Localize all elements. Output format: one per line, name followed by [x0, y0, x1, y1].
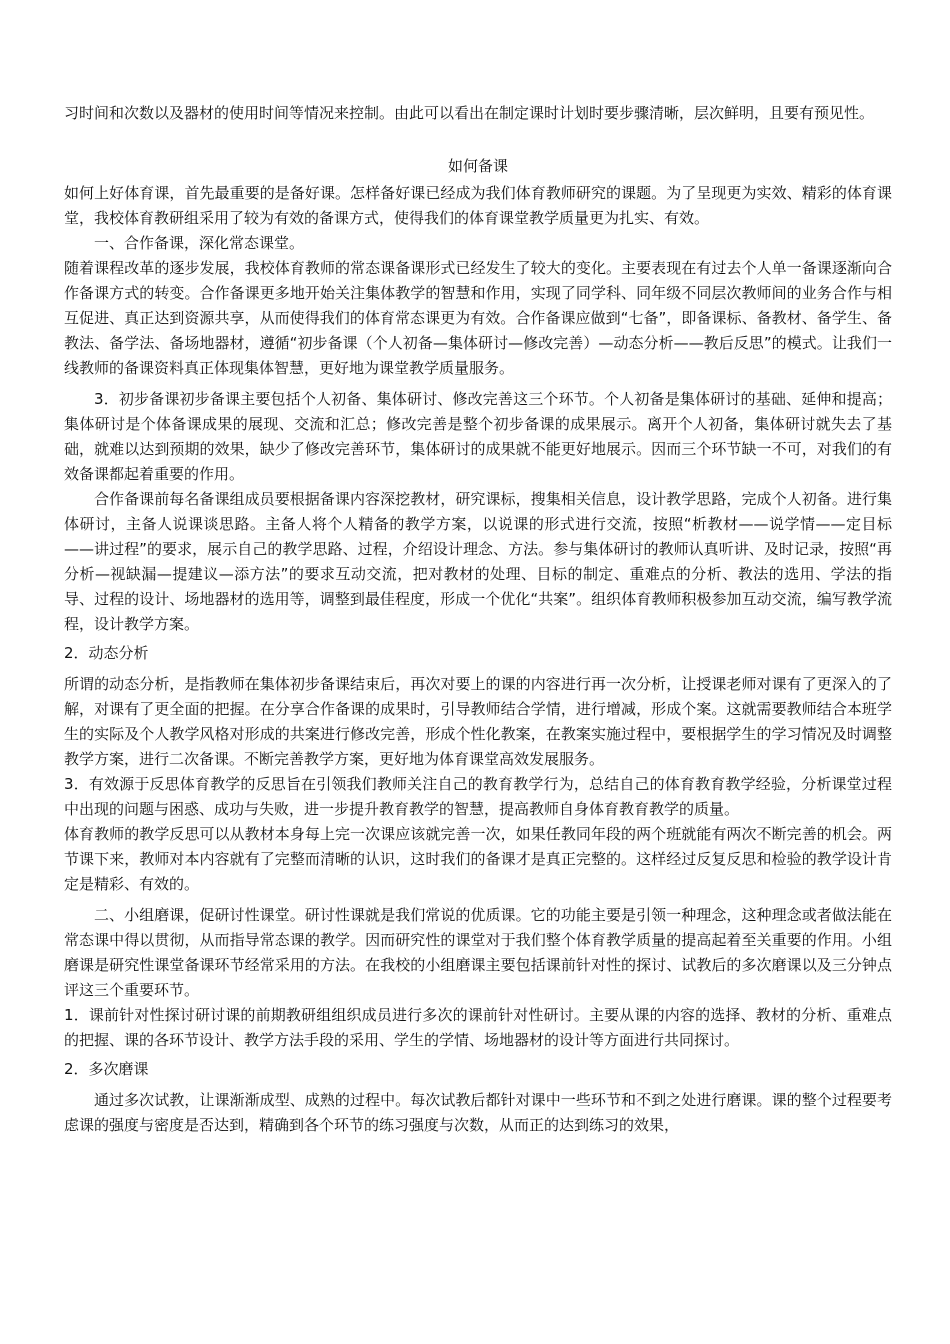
paragraph-group-polishing: 二、小组磨课，促研讨性课堂。研讨性课就是我们常说的优质课。它的功能主要是引领一种理念，这种理念或者做法能在常态课中得以贯彻，从而指导常态课的教学。因而研究性的课堂对于我们整个体育教学质量的提高起着至关重要的作用。小组磨课是研究性课堂备课环节经常采用的方法。在我校的小组磨课主要包括课前针对性的探讨、试教后的多次磨课以及三分钟点评这三个重要环节。: [64, 906, 892, 999]
section-title: 如何备课: [447, 157, 508, 175]
document-page: [64, 101, 892, 1138]
heading-dynamic-analysis: 2．动态分析: [64, 644, 149, 662]
paragraph-reflection: 3．有效源于反思体育教学的反思旨在引领我们教师关注自己的教育教学行为，总结自己的体育教育教学经验，分析课堂过程中出现的问题与困惑、成功与失败，进一步提升教育教学的智慧，提高教师自身体育教育教学的质量。: [64, 775, 892, 818]
heading-multiple-polishing: 2．多次磨课: [64, 1060, 149, 1078]
paragraph-trial-teaching: 通过多次试教，让课渐渐成型、成熟的过程中。每次试教后都针对课中一些环节和不到之处进行磨课。课的整个过程要考虑课的强度与密度是否达到，精确到各个环节的练习强度与次数，从而正的达到练习的效果，: [64, 1091, 892, 1134]
heading-cooperative-prep: 一、合作备课，深化常态课堂。: [94, 234, 305, 252]
paragraph-dynamic-analysis: 所谓的动态分析，是指教师在集体初步备课结束后，再次对要上的课的内容进行再一次分析，让授课老师对课有了更深入的了解，对课有了更全面的把握。在分享合作备课的成果时，引导教师结合学情，进行增减，形成个案。这就需要教师结合本班学生的实际及个人教学风格对形成的共案进行修改完善，形成个性化教案，在教案实施过程中，要根据学生的学习情况及时调整教学方案，进行二次备课。不断完善教学方案，更好地为体育课堂高效发展服务。: [64, 675, 892, 768]
paragraph-initial-prep: 3．初步备课初步备课主要包括个人初备、集体研讨、修改完善这三个环节。个人初备是集体研讨的基础、延伸和提高；集体研讨是个体备课成果的展现、交流和汇总；修改完善是整个初步备课的成果展示。离开个人初备，集体研讨就失去了基础，就难以达到预期的效果，缺少了修改完善环节，集体研讨的成果就不能更好地展示。因而三个环节缺一不可，对我们的有效备课都起着重要的作用。: [64, 390, 892, 483]
intro-paragraph: 习时间和次数以及器材的使用时间等情况来控制。由此可以看出在制定课时计划时要步骤清晰，层次鲜明，且要有预见性。: [64, 104, 875, 122]
paragraph-curriculum-reform: 随着课程改革的逐步发展，我校体育教师的常态课备课形式已经发生了较大的变化。主要表现在有过去个人单一备课逐渐向合作备课方式的转变。合作备课更多地开始关注集体教学的智慧和作用，实现了同学科、同年级不同层次教师间的业务合作与相互促进、真正达到资源共享，从而使得我们的体育常态课更为有效。合作备课应做到“七备”，即备课标、备教材、备学生、备教法、备学法、备场地器材，遵循“初步备课（个人初备—集体研讨—修改完善）—动态分析——教后反思”的模式。让我们一线教师的备课资料真正体现集体智慧，更好地为课堂教学质量服务。: [64, 259, 892, 377]
paragraph-teaching-reflection: 体育教师的教学反思可以从教材本身每上完一次课应该就完善一次，如果任教同年段的两个班就能有两次不断完善的机会。两节课下来，教师对本内容就有了完整而清晰的认识，这时我们的备课才是真正完整的。这样经过反复反思和检验的教学设计肯定是精彩、有效的。: [64, 825, 892, 893]
paragraph-cooperative-process: 合作备课前每名备课组成员要根据备课内容深挖教材，研究课标，搜集相关信息，设计教学思路，完成个人初备。进行集体研讨，主备人说课谈思路。主备人将个人精备的教学方案，以说课的形式进行交流，按照“析教材——说学情——定目标——讲过程”的要求，展示自己的教学思路、过程，介绍设计理念、方法。参与集体研讨的教师认真听讲、及时记录，按照“再分析—视缺漏—提建议—添方法”的要求互动交流，把对教材的处理、目标的制定、重难点的分析、教法的选用、学法的指导、过程的设计、场地器材的选用等，调整到最佳程度，形成一个优化“共案”。组织体育教师积极参加互动交流，编写教学流程，设计教学方案。: [64, 490, 892, 633]
paragraph-pre-class-discussion: 1．课前针对性探讨研讨课的前期教研组组织成员进行多次的课前针对性研讨。主要从课的内容的选择、教材的分析、重难点的把握、课的各环节设计、教学方法手段的采用、学生的学情、场地器材的设计等方面进行共同探讨。: [64, 1006, 892, 1049]
paragraph-intro-lesson-prep: 如何上好体育课，首先最重要的是备好课。怎样备好课已经成为我们体育教师研究的课题。为了呈现更为实效、精彩的体育课堂，我校体育教研组采用了较为有效的备课方式，使得我们的体育课堂教学质量更为扎实、有效。: [64, 184, 892, 227]
